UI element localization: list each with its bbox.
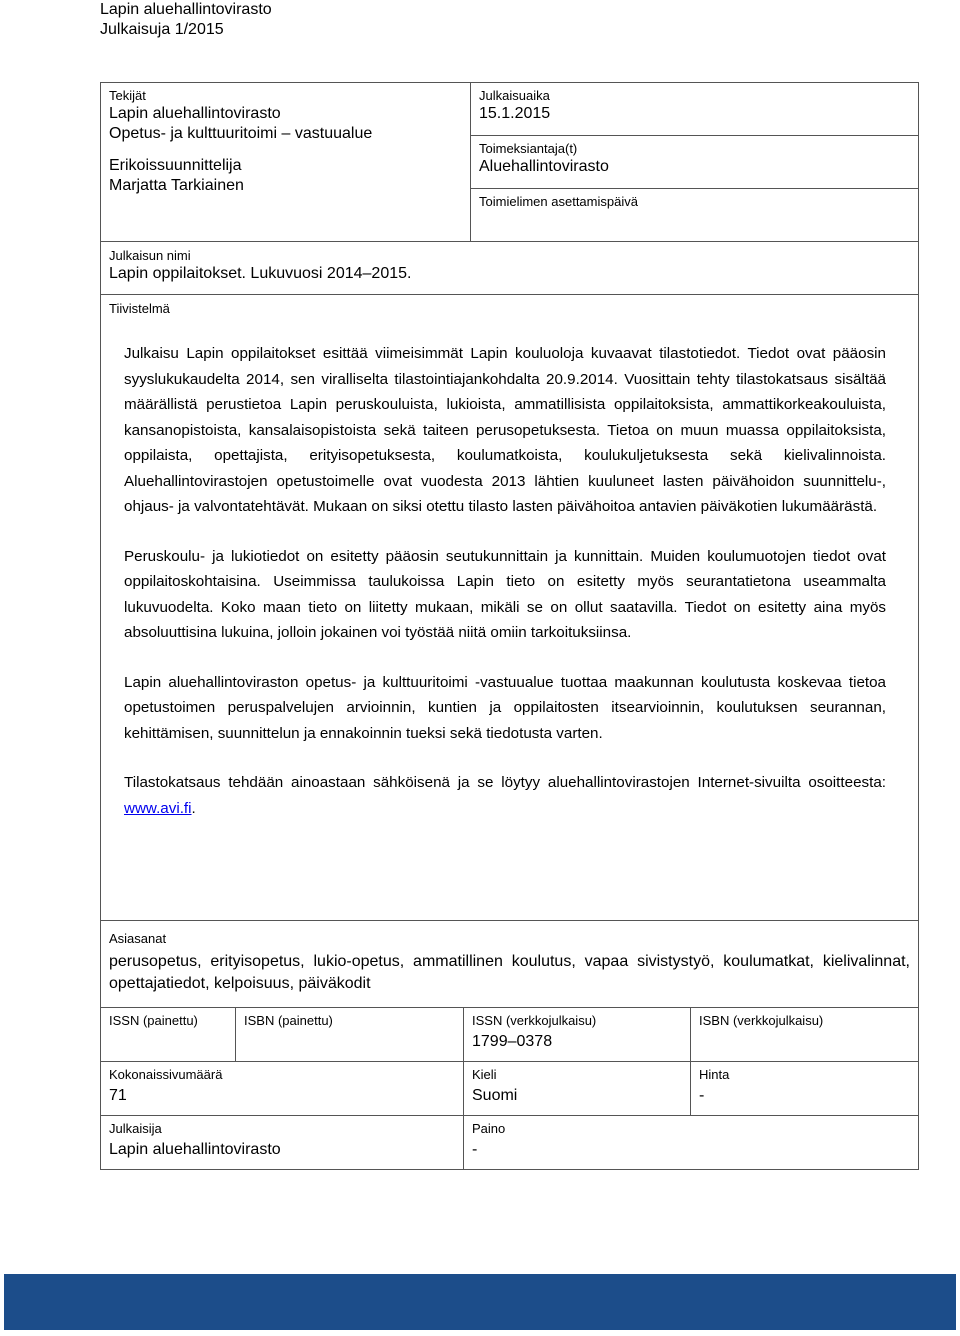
authors-org: Lapin aluehallintovirasto (109, 105, 281, 122)
col-divider-1 (235, 1007, 236, 1062)
authors-section (109, 88, 372, 196)
publisher-label: Julkaisija (109, 1121, 162, 1136)
header-org: Lapin aluehallintovirasto (100, 1, 272, 18)
commissioner-label: Toimeksiantaja(t) (479, 141, 578, 156)
keywords-divider (100, 1007, 919, 1008)
pubname-label: Julkaisun nimi (109, 248, 191, 263)
footer-bar (4, 1274, 956, 1330)
commissioner-value: Aluehallintovirasto (479, 158, 609, 175)
pages-value: 71 (109, 1087, 127, 1104)
keywords-section (109, 931, 910, 995)
issn-web-section (472, 1013, 596, 1052)
publisher-section (109, 1121, 281, 1160)
isbn-web-label: ISBN (verkkojulkaisu) (699, 1013, 824, 1028)
pages-section (109, 1067, 222, 1106)
keywords-value: perusopetus, erityisopetus, lukio-opetus, ammatillinen koulutus, vapaa sivistystyö, koulumatkat, kielivalinnat, opettajatiedot, kelpoisuus, päiväkodit (109, 953, 910, 992)
printing-label: Paino (472, 1121, 506, 1136)
committee-date-label: Toimielimen asettamispäivä (479, 194, 638, 209)
summary-paragraph-3: Lapin aluehallintoviraston opetus- ja kulttuuritoimi -vastuualue tuottaa maakunnan koulutusta koskevaa tietoa opetustoimen peruspalvelujen arvioinnin, kuntien ja oppilaitosten itsearvioinnin, koulutuksen seurannan, kehittämisen, suunnittelun ja ennakoinnin tueksi sekä tiedotusta varten. (124, 673, 886, 742)
pubdate-section (479, 88, 550, 124)
printing-section (472, 1121, 505, 1160)
committee-date-section (479, 194, 638, 210)
isbn-web-section (699, 1013, 823, 1029)
price-value: - (699, 1087, 705, 1104)
summary-paragraph-1: Julkaisu Lapin oppilaitokset esittää viimeisimmät Lapin kouluoloja kuvaavat tilastotiedot. Tiedot ovat pääosin syyslukukaudelta 2014, sen viralliselta tilastointiajankohdalta 20.9.2014. Vuosittain tehty tilastokatsaus sisältää määrällistä perustietoa Lapin peruskouluista, lukioista, ammatillisista oppilaitoksista, ammattikorkeakouluista, kansanopistoista, kansalaisopistoista sekä taiteen perusopetuksesta. Tietoa on muun muassa oppilaitoksista, oppilaista, opettajista, erityisopetuksesta, koulumatkoista, koulukuljetuksesta sekä kielivalinnoista. Aluehallintovirastojen opetustoimelle ovat vuodesta 2013 lähtien kuuluneet lasten päivähoidon suunnittelu-, ohjaus- ja valvontatehtävät. Mukaan on siksi otettu tilasto lasten päivähoitoa antavien päiväkotien lukumäärästä. (124, 345, 886, 515)
pubname-section (109, 248, 411, 284)
issn-print-section (109, 1013, 198, 1029)
language-label: Kieli (472, 1067, 497, 1082)
issn-web-label: ISSN (verkkojulkaisu) (472, 1013, 597, 1028)
avi-website-link[interactable]: www.avi.fi (124, 799, 192, 817)
isbn-print-section (244, 1013, 333, 1029)
pubname-divider (100, 294, 919, 295)
commissioner-divider (470, 188, 919, 189)
keywords-label: Asiasanat (109, 931, 167, 946)
summary-label: Tiivistelmä (109, 301, 170, 316)
printing-value: - (472, 1141, 478, 1158)
isbn-row-divider (100, 1061, 919, 1062)
summary-paragraph-2: Peruskoulu- ja lukiotiedot on esitetty pääosin seutukunnittain ja kunnittain. Muiden koulumuotojen tiedot ovat oppilaitoskohtaisina. Useimmissa taulukoissa Lapin tieto on esitetty myös seurantatietona useammalta lukuvuodelta. Koko maan tieto on liitetty mukaan, mikäli se on ollut saatavilla. Tiedot on esitetty aina myös absoluuttisina lukuina, jolloin jokainen voi työstää niitä omiin tarkoituksiinsa. (124, 547, 886, 641)
language-value: Suomi (472, 1087, 518, 1104)
pubdate-value: 15.1.2015 (479, 105, 551, 122)
col-divider-2 (463, 1007, 464, 1170)
pages-row-divider (100, 1115, 464, 1116)
publisher-value: Lapin aluehallintovirasto (109, 1141, 281, 1158)
summary-paragraph-4 (124, 770, 886, 821)
authors-unit: Opetus- ja kulttuuritoimi – vastuualue (109, 125, 373, 142)
price-label: Hinta (699, 1067, 730, 1082)
price-section (699, 1067, 729, 1106)
authors-name: Marjatta Tarkiainen (109, 177, 244, 194)
col-divider-3 (690, 1007, 691, 1116)
top-divider (470, 82, 471, 242)
summary-body (124, 341, 886, 821)
pubname-value: Lapin oppilaitokset. Lukuvuosi 2014–2015. (109, 265, 412, 282)
issn-web-value: 1799–0378 (472, 1033, 553, 1050)
language-section (472, 1067, 517, 1106)
pubdate-divider (470, 135, 919, 136)
pubdate-label: Julkaisuaika (479, 88, 550, 103)
commissioner-section (479, 141, 609, 177)
header-series: Julkaisuja 1/2015 (100, 21, 224, 38)
pages-label: Kokonaissivumäärä (109, 1067, 223, 1082)
price-row-divider (463, 1115, 919, 1116)
summary-paragraph-4-text: Tilastokatsaus tehdään ainoastaan sähköisenä ja se löytyy aluehallintovirastojen Internet-sivuilta osoitteesta: (124, 774, 886, 791)
isbn-print-label: ISBN (painettu) (244, 1013, 333, 1028)
authors-title: Erikoissuunnittelija (109, 157, 242, 174)
summary-label-wrap (109, 301, 170, 317)
summary-paragraph-4-end: . (191, 799, 196, 817)
authors-label: Tekijät (109, 88, 146, 103)
issn-print-label: ISSN (painettu) (109, 1013, 198, 1028)
